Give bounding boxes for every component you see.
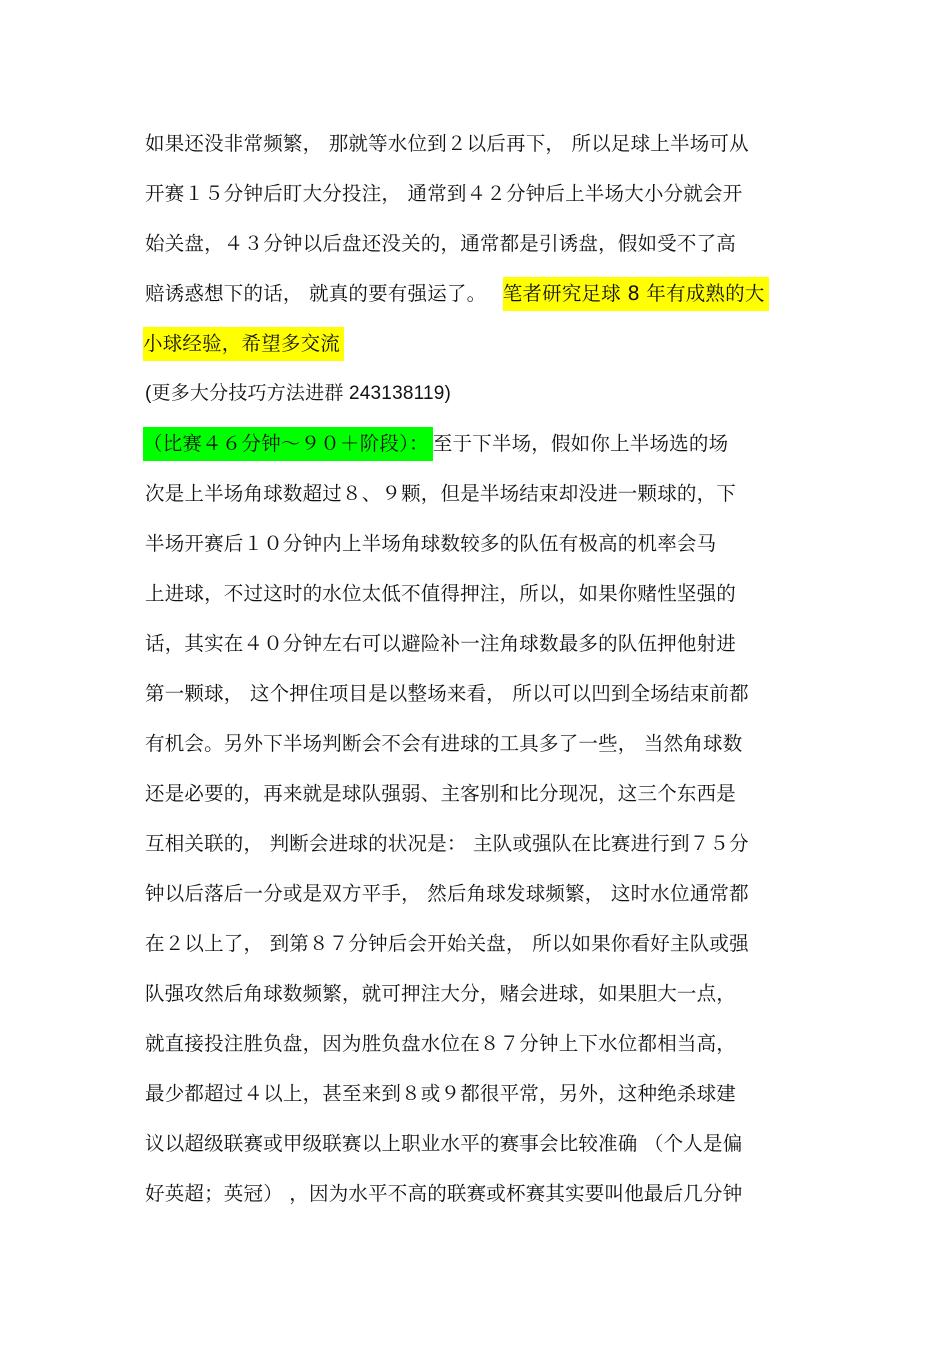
- line-text: 议以超级联赛或甲级联赛以上职业水平的赛事会比较准确 （个人是偏: [145, 1132, 743, 1155]
- yellow-highlight: 笔者研究足球 8 年有成熟的大: [503, 277, 769, 311]
- text-line-18: [145, 977, 736, 1011]
- line-text: 就直接投注胜负盘，因为胜负盘水位在８７分钟上下水位都相当高，: [145, 1032, 737, 1055]
- line-text: 好英超；英冠） ，因为水平不高的联赛或杯赛其实要叫他最后几分钟: [145, 1182, 743, 1205]
- yellow-highlight: 小球经验，希望多交流: [143, 327, 344, 361]
- text-line-11: [145, 627, 736, 661]
- text-line-7: [145, 427, 728, 461]
- text-line-21: [145, 1127, 742, 1161]
- text-line-14: [145, 777, 736, 811]
- text-line-16: [145, 877, 749, 911]
- text-line-8: [145, 477, 736, 511]
- text-line-17: [145, 927, 749, 961]
- text-line-13: [145, 727, 742, 761]
- text-line-12: [145, 677, 749, 711]
- text-line-19: [145, 1027, 736, 1061]
- line-text: 始关盘，４３分钟以后盘还没关的，通常都是引诱盘，假如受不了高: [145, 232, 737, 255]
- text-line-9: [145, 527, 716, 561]
- line-text: 最少都超过４以上，甚至来到８或９都很平常，另外，这种绝杀球建: [145, 1082, 737, 1105]
- text-line-15: [145, 827, 749, 861]
- line-text: 次是上半场角球数超过８、９颗，但是半场结束却没进一颗球的，下: [145, 482, 737, 505]
- text-line-2: [145, 177, 742, 211]
- line-text: 至于下半场，假如你上半场选的场: [432, 432, 729, 455]
- line-text: 如果还没非常频繁， 那就等水位到２以后再下， 所以足球上半场可从: [145, 132, 749, 155]
- line-text: 上进球，不过这时的水位太低不值得押注，所以，如果你赌性坚强的: [145, 582, 737, 605]
- line-text: 赔诱惑想下的话， 就真的要有强运了。: [145, 282, 487, 305]
- text-line-22: [145, 1177, 742, 1211]
- text-line-4: [145, 277, 769, 311]
- line-text: 钟以后落后一分或是双方平手， 然后角球发球频繁， 这时水位通常都: [145, 882, 749, 905]
- text-line-6: [145, 377, 451, 411]
- line-text: 第一颗球， 这个押住项目是以整场来看， 所以可以凹到全场结束前都: [145, 682, 749, 705]
- group-info-text: (更多大分技巧方法进群 243138119): [145, 383, 452, 404]
- line-text: 在２以上了， 到第８７分钟后会开始关盘， 所以如果你看好主队或强: [145, 932, 749, 955]
- line-text: 互相关联的， 判断会进球的状况是： 主队或强队在比赛进行到７５分: [145, 832, 749, 855]
- text-line-5: [145, 327, 344, 361]
- line-text: 话，其实在４０分钟左右可以避险补一注角球数最多的队伍押他射进: [145, 632, 737, 655]
- line-text: 开赛１５分钟后盯大分投注， 通常到４２分钟后上半场大小分就会开: [145, 182, 743, 205]
- line-text: 有机会。另外下半场判断会不会有进球的工具多了一些， 当然角球数: [145, 732, 743, 755]
- text-line-20: [145, 1077, 736, 1111]
- text-line-10: [145, 577, 736, 611]
- line-text: 还是必要的，再来就是球队强弱、主客别和比分现况，这三个东西是: [145, 782, 737, 805]
- text-line-3: [145, 227, 736, 261]
- line-text: 队强攻然后角球数频繁，就可押注大分，赌会进球，如果胆大一点，: [145, 982, 737, 1005]
- text-line-1: [145, 127, 749, 161]
- green-highlight: （比赛４６分钟～９０＋阶段）：: [143, 427, 433, 461]
- line-text: 半场开赛后１０分钟内上半场角球数较多的队伍有极高的机率会马: [145, 532, 717, 555]
